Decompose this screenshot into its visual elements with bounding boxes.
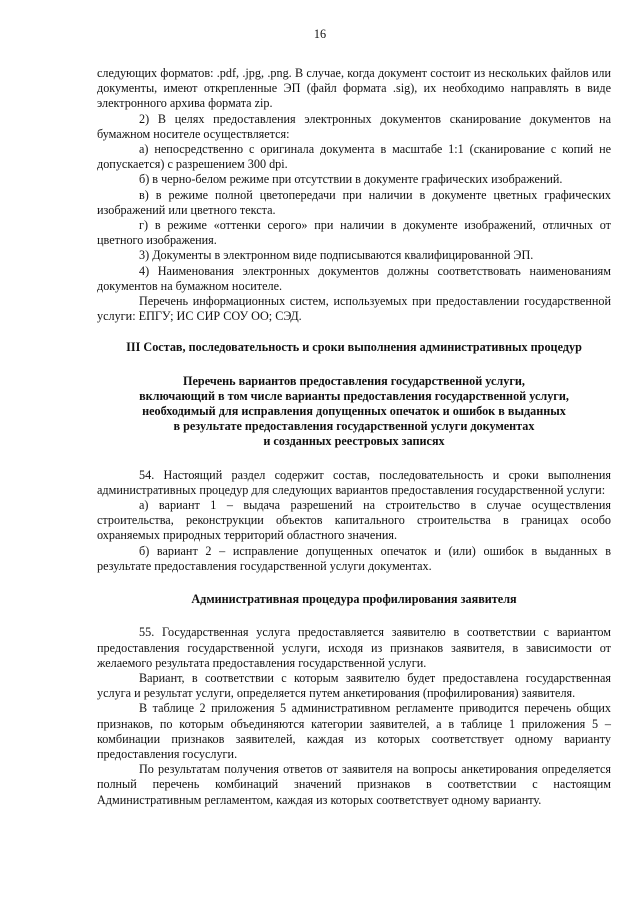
subheading-line: включающий в том числе варианты предоставления государственной услуги, — [139, 388, 569, 403]
paragraph: в) в режиме полной цветопередачи при наличии в документе цветных графических изображений или цветного текста. — [97, 187, 611, 217]
paragraph: 55. Государственная услуга предоставляется заявителю в соответствии с вариантом предоставления государственной услуги, исходя из признаков заявителя, в зависимости от желаемого результата предоставления государственной услуги. — [97, 625, 611, 670]
page-number: 16 — [313, 27, 327, 41]
paragraph: По результатам получения ответов от заявителя на вопросы анкетирования определяется полный перечень комбинаций значений признаков в соответствии с настоящим Административным регламентом, каждая из которых соответствует одному варианту. — [97, 762, 611, 807]
subheading-line: Перечень вариантов предоставления государственной услуги, — [183, 373, 525, 388]
paragraph: а) непосредственно с оригинала документа в масштабе 1:1 (сканирование с копий не допускается) с разрешением 300 dpi. — [97, 142, 611, 172]
page-body — [97, 66, 611, 808]
subheading-line: и созданных реестровых записях — [263, 434, 445, 449]
paragraph: Перечень информационных систем, используемых при предоставлении государственной услуги: ЕПГУ; ИС СИР СОУ ОО; СЭД. — [97, 294, 611, 324]
procedure-heading: Административная процедура профилирования заявителя — [191, 592, 517, 607]
paragraph: 4) Наименования электронных документов должны соответствовать наименованиям документов на бумажном носителе. — [97, 263, 611, 293]
paragraph: 2) В целях предоставления электронных документов сканирование документов на бумажном носителе осуществляется: — [97, 111, 611, 141]
paragraph: б) в черно-белом режиме при отсутствии в документе графических изображений. — [139, 172, 563, 187]
paragraph: 3) Документы в электронном виде подписываются квалифицированной ЭП. — [139, 248, 534, 263]
section-heading: III Состав, последовательность и сроки выполнения административных процедур — [126, 340, 582, 355]
paragraph: следующих форматов: .pdf, .jpg, .png. В случае, когда документ состоит из нескольких файлов или документы, имеют открепленные ЭП (файл формата .sig), их необходимо направлять в виде электронного архива формата zip. — [97, 66, 611, 111]
paragraph: б) вариант 2 – исправление допущенных опечаток и (или) ошибок в выданных в результате предоставления государственной услуги документах. — [97, 543, 611, 573]
paragraph: 54. Настоящий раздел содержит состав, последовательность и сроки выполнения административных процедур для следующих вариантов предоставления государственной услуги: — [97, 467, 611, 497]
paragraph: г) в режиме «оттенки серого» при наличии в документе изображений, отличных от цветного изображения. — [97, 218, 611, 248]
paragraph: а) вариант 1 – выдача разрешений на строительство в случае осуществления строительства, реконструкции объектов капитального строительства в границах особо охраняемых природных территорий областного значения. — [97, 498, 611, 543]
subheading-line: необходимый для исправления допущенных опечаток и ошибок в выданных — [142, 404, 566, 419]
paragraph: Вариант, в соответствии с которым заявителю будет предоставлена государственная услуга и результат услуги, определяется путем анкетирования (профилирования) заявителя. — [97, 670, 611, 701]
paragraph: В таблице 2 приложения 5 административном регламенте приводится перечень общих признаков, по которым объединяются категории заявителей, а в таблице 1 приложения 5 – комбинации признаков заявителей, каждая из которых соответствует одному варианту предоставления госуслуги. — [97, 701, 611, 761]
subheading-line: в результате предоставления государственной услуги документах — [173, 419, 535, 434]
